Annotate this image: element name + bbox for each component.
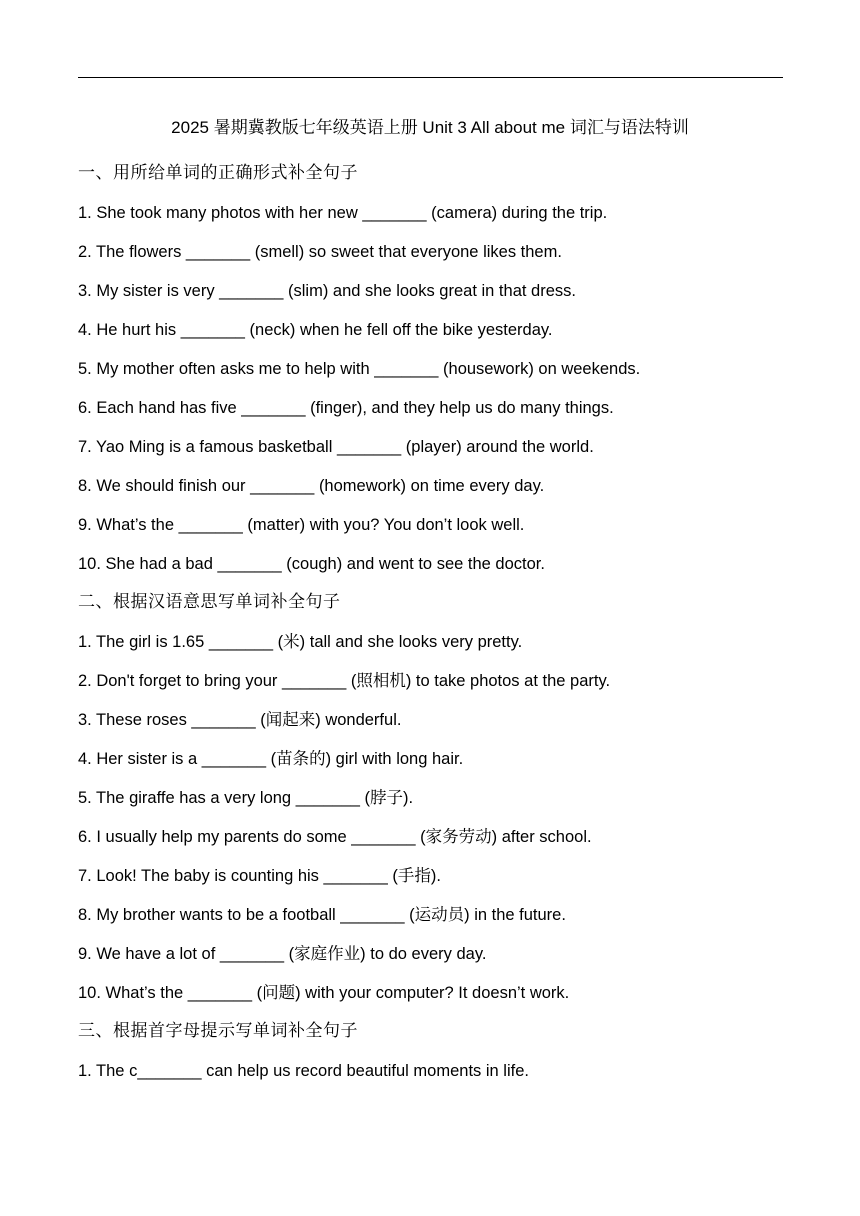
exercise-item: 10. What’s the _______ (问题) with your computer? It doesn’t work. bbox=[78, 984, 570, 1002]
exercise-item: 5. The giraffe has a very long _______ (脖子). bbox=[78, 789, 414, 807]
exercise-item: 9. We have a lot of _______ (家庭作业) to do every day. bbox=[78, 945, 487, 963]
section-heading: 一、用所给单词的正确形式补全句子 bbox=[78, 163, 358, 183]
exercise-item: 3. These roses _______ (闻起来) wonderful. bbox=[78, 711, 402, 729]
exercise-item: 7. Look! The baby is counting his _______ (手指). bbox=[78, 867, 441, 885]
exercise-item: 6. I usually help my parents do some _______ (家务劳动) after school. bbox=[78, 828, 592, 846]
exercise-item: 5. My mother often asks me to help with _______ (housework) on weekends. bbox=[78, 360, 641, 378]
exercise-item: 1. She took many photos with her new _______ (camera) during the trip. bbox=[78, 204, 608, 222]
exercise-item: 2. The flowers _______ (smell) so sweet that everyone likes them. bbox=[78, 243, 562, 261]
section-heading: 三、根据首字母提示写单词补全句子 bbox=[78, 1021, 358, 1041]
document-title: 2025 暑期冀教版七年级英语上册 Unit 3 All about me 词汇与语法特训 bbox=[171, 118, 689, 137]
exercise-item: 8. My brother wants to be a football _______ (运动员) in the future. bbox=[78, 906, 566, 924]
header-rule bbox=[78, 77, 783, 78]
exercise-item: 4. Her sister is a _______ (苗条的) girl with long hair. bbox=[78, 750, 464, 768]
exercise-item: 3. My sister is very _______ (slim) and she looks great in that dress. bbox=[78, 282, 576, 300]
exercise-item: 4. He hurt his _______ (neck) when he fell off the bike yesterday. bbox=[78, 321, 553, 339]
exercise-item: 1. The girl is 1.65 _______ (米) tall and she looks very pretty. bbox=[78, 633, 523, 651]
exercise-item: 10. She had a bad _______ (cough) and went to see the doctor. bbox=[78, 555, 545, 573]
section-heading: 二、根据汉语意思写单词补全句子 bbox=[78, 592, 341, 612]
exercise-item: 2. Don't forget to bring your _______ (照相机) to take photos at the party. bbox=[78, 672, 611, 690]
exercise-item: 1. The c_______ can help us record beautiful moments in life. bbox=[78, 1062, 529, 1080]
exercise-item: 6. Each hand has five _______ (finger), and they help us do many things. bbox=[78, 399, 614, 417]
exercise-item: 8. We should finish our _______ (homework) on time every day. bbox=[78, 477, 545, 495]
exercise-item: 7. Yao Ming is a famous basketball _______ (player) around the world. bbox=[78, 438, 594, 456]
exercise-item: 9. What’s the _______ (matter) with you? You don’t look well. bbox=[78, 516, 525, 534]
